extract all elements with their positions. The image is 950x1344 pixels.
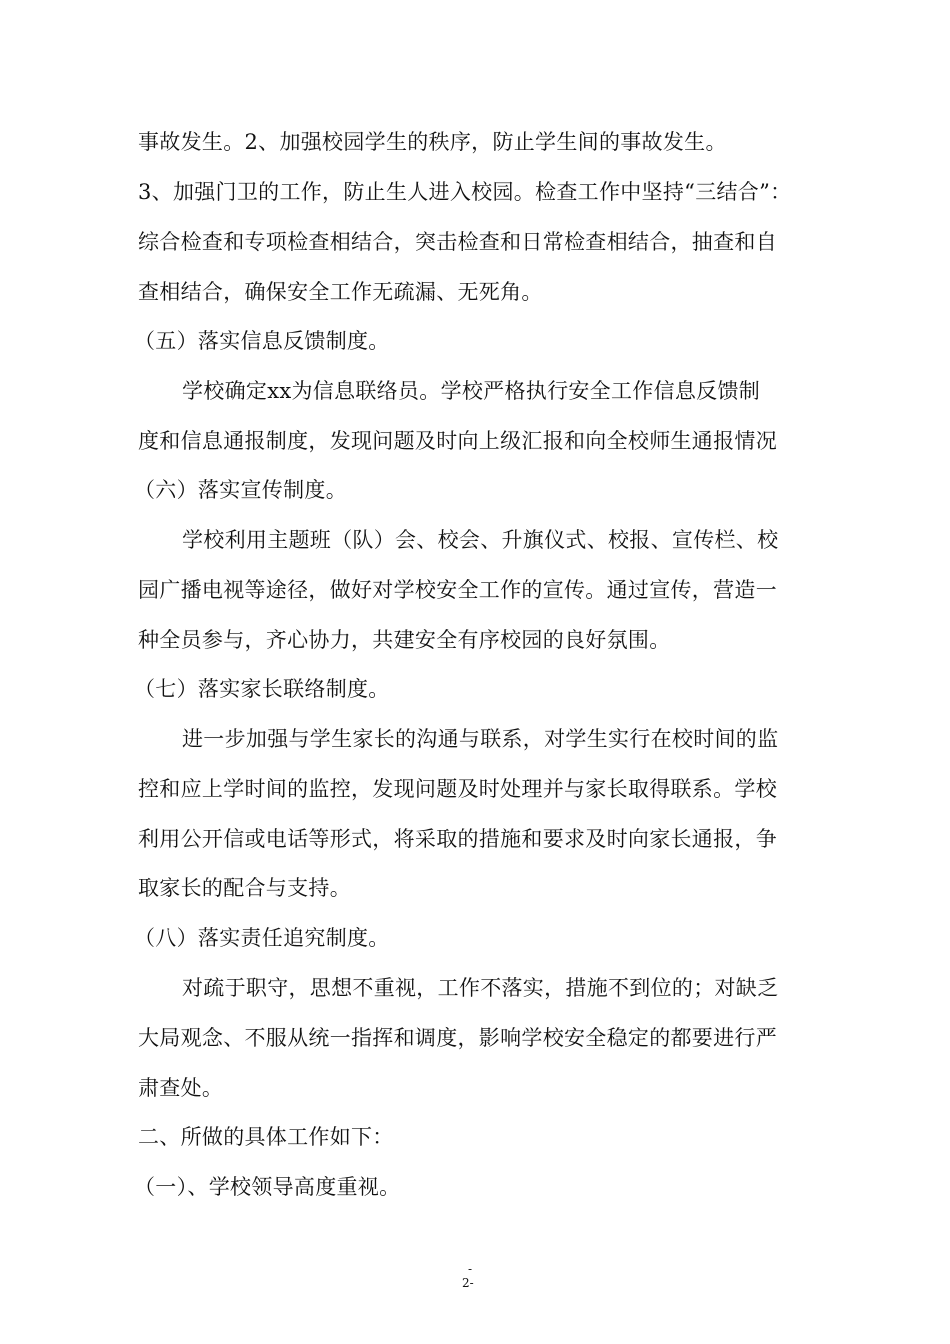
section-heading: 二、所做的具体工作如下： [138, 1125, 394, 1149]
paragraph-line: 度和信息通报制度，发现问题及时向上级汇报和向全校师生通报情况 [138, 429, 777, 453]
footer-dash: - [468, 1262, 473, 1276]
section-heading: （八）落实责任追究制度。 [134, 926, 390, 950]
paragraph-line: 对疏于职守，思想不重视，工作不落实，措施不到位的；对缺乏 [182, 976, 779, 1000]
section-heading: （一）、学校领导高度重视。 [134, 1175, 401, 1199]
section-heading: （七）落实家长联络制度。 [134, 677, 390, 701]
paragraph-line: 综合检查和专项检查相结合，突击检查和日常检查相结合，抽查和自 [138, 230, 777, 254]
paragraph-line: 种全员参与，齐心协力，共建安全有序校园的良好氛围。 [138, 628, 671, 652]
paragraph-line: 取家长的配合与支持。 [138, 876, 351, 900]
section-heading: （五）落实信息反馈制度。 [134, 329, 390, 353]
page-number: 2- [462, 1276, 474, 1290]
paragraph-line: 肃查处。 [138, 1076, 224, 1100]
section-heading: （六）落实宣传制度。 [134, 478, 347, 502]
paragraph-line: 事故发生。2、加强校园学生的秩序，防止学生间的事故发生。 [138, 130, 727, 154]
paragraph-line: 利用公开信或电话等形式，将采取的措施和要求及时向家长通报，争 [138, 827, 777, 851]
paragraph-line: 3、加强门卫的工作，防止生人进入校园。检查工作中坚持“三结合”： [138, 180, 792, 204]
paragraph-line: 查相结合，确保安全工作无疏漏、无死角。 [138, 280, 543, 304]
paragraph-line: 大局观念、不服从统一指挥和调度，影响学校安全稳定的都要进行严 [138, 1026, 777, 1050]
paragraph-line: 学校确定xx为信息联络员。学校严格执行安全工作信息反馈制 [182, 379, 761, 403]
paragraph-line: 进一步加强与学生家长的沟通与联系，对学生实行在校时间的监 [182, 727, 779, 751]
paragraph-line: 园广播电视等途径，做好对学校安全工作的宣传。通过宣传，营造一 [138, 578, 777, 602]
paragraph-line: 学校利用主题班（队）会、校会、升旗仪式、校报、宣传栏、校 [182, 528, 779, 552]
paragraph-line: 控和应上学时间的监控，发现问题及时处理并与家长取得联系。学校 [138, 777, 777, 801]
